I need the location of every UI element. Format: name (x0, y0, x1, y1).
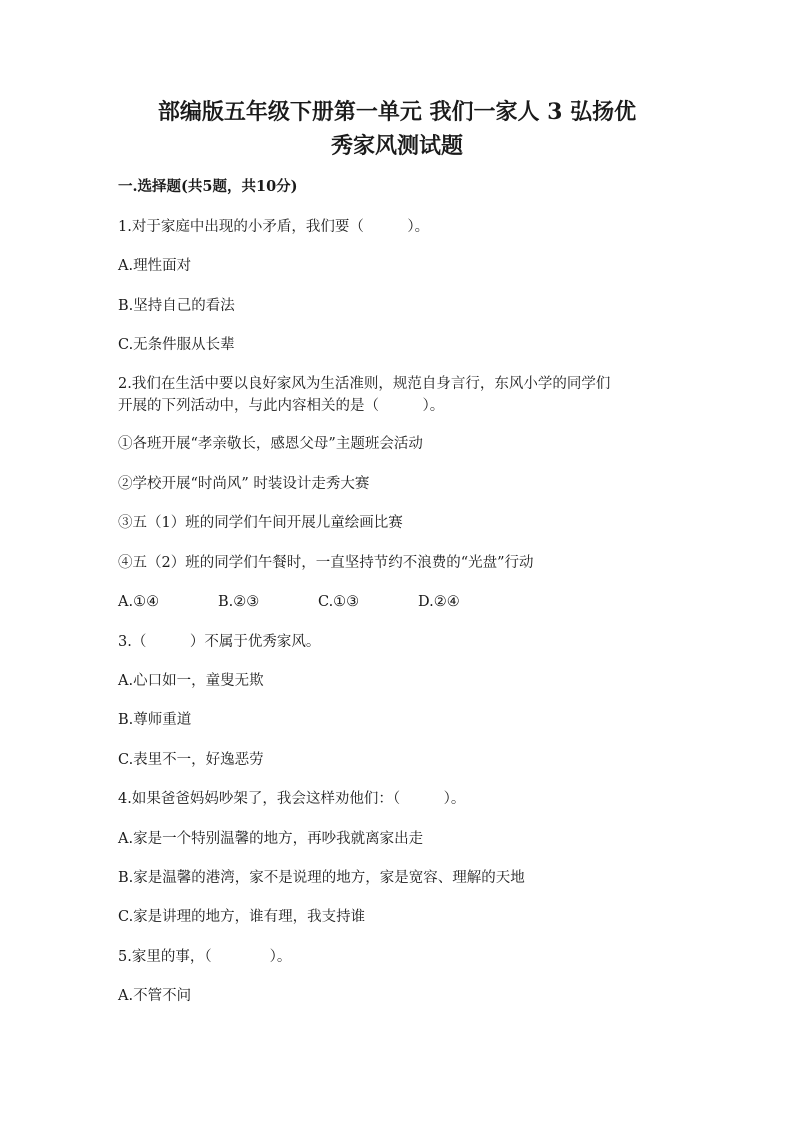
question-2-item-4: ④五（2）班的同学们午餐时，一直坚持节约不浪费的“光盘”行动 (118, 555, 534, 571)
question-2-item-1: ①各班开展“孝亲敬长，感恩父母”主题班会活动 (118, 436, 423, 452)
question-1-option-a: A.理性面对 (118, 258, 192, 274)
question-2-option-c: C.①③ (318, 594, 360, 610)
question-3-option-b: B.尊师重道 (118, 712, 192, 728)
question-3-option-c: C.表里不一，好逸恶劳 (118, 752, 264, 768)
question-2-stem-line1: 2.我们在生活中要以良好家风为生活准则，规范自身言行，东风小学的同学们 (118, 376, 611, 392)
question-2-option-b: B.②③ (218, 594, 260, 610)
question-4-option-c: C.家是讲理的地方，谁有理，我支持谁 (118, 909, 366, 925)
question-3-option-a: A.心口如一，童叟无欺 (118, 673, 264, 689)
doc-title-line2: 秀家风测试题 (330, 133, 463, 159)
question-2-options-row (118, 592, 518, 612)
question-5-stem: 5.家里的事，（ ）。 (118, 949, 292, 965)
question-4-stem: 4.如果爸爸妈妈吵架了，我会这样劝他们：（ ）。 (118, 791, 466, 807)
question-5-option-a: A.不管不问 (118, 988, 192, 1004)
question-2-option-d: D.②④ (418, 594, 460, 610)
question-1-option-c: C.无条件服从长辈 (118, 337, 235, 353)
question-2-item-3: ③五（1）班的同学们午间开展儿童绘画比赛 (118, 515, 403, 531)
question-1-stem: 1.对于家庭中出现的小矛盾，我们要（ ）。 (118, 219, 430, 235)
question-2-item-2: ②学校开展“时尚风” 时装设计走秀大赛 (118, 476, 370, 492)
question-2-option-a: A.①④ (118, 594, 160, 610)
question-3-stem: 3.（ ）不属于优秀家风。 (118, 634, 321, 650)
question-4-option-a: A.家是一个特别温馨的地方，再吵我就离家出走 (118, 831, 424, 847)
section-heading: 一.选择题(共5题，共10分) (118, 178, 298, 195)
question-1-option-b: B.坚持自己的看法 (118, 298, 235, 314)
question-2-stem-line2: 开展的下列活动中，与此内容相关的是（ ）。 (118, 398, 445, 414)
doc-title-line1: 部编版五年级下册第一单元 我们一家人 3 弘扬优 (157, 99, 637, 125)
question-4-option-b: B.家是温馨的港湾，家不是说理的地方，家是宽容、理解的天地 (118, 870, 525, 886)
